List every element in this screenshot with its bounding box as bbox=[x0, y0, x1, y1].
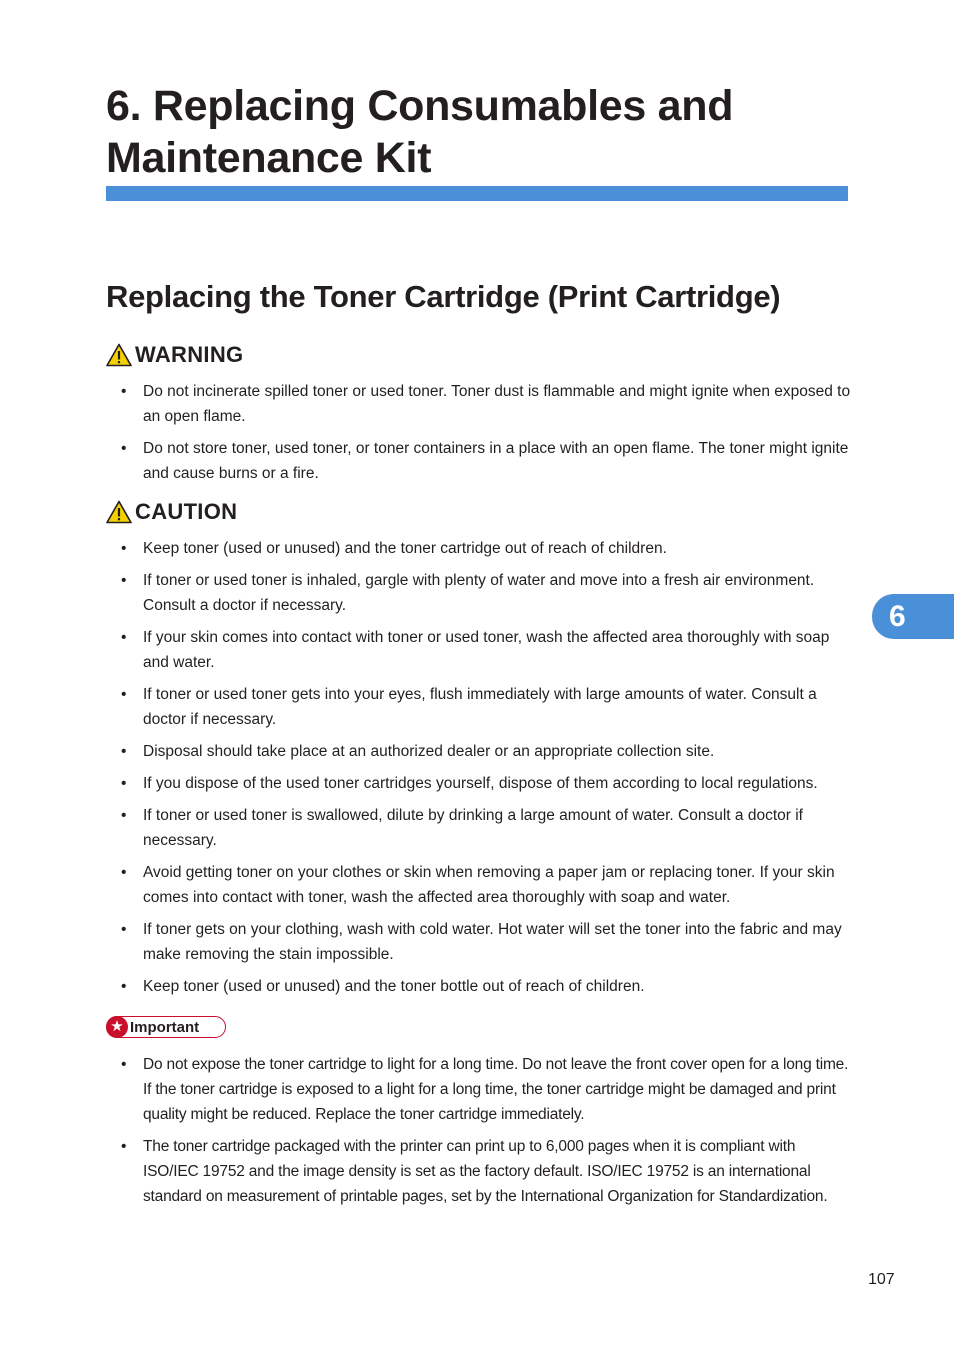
important-tag bbox=[106, 1016, 226, 1038]
chapter-tab bbox=[872, 594, 954, 639]
caution-item: • If toner or used toner gets into your eyes, flush immediately with large amounts of water. Consult a doctor if necessary. bbox=[106, 682, 854, 732]
chapter-title bbox=[106, 80, 846, 184]
warning-label: WARNING bbox=[135, 342, 244, 367]
chapter-title-bar bbox=[106, 186, 848, 201]
caution-list bbox=[106, 536, 854, 1006]
caution-heading bbox=[106, 499, 237, 525]
caution-item: • Disposal should take place at an authorized dealer or an appropriate collection site. bbox=[106, 739, 854, 764]
warning-list bbox=[106, 379, 854, 493]
caution-label: CAUTION bbox=[135, 499, 238, 524]
chapter-tab-number: 6 bbox=[889, 599, 906, 633]
page-number: 107 bbox=[868, 1271, 895, 1288]
important-item: • Do not expose the toner cartridge to light for a long time. Do not leave the front cover open for a long time. If the toner cartridge is exposed to a light for a long time, the toner cartridge might be damaged and print quality might be reduced. Replace the toner cartridge immediately. bbox=[106, 1052, 854, 1127]
warning-heading bbox=[106, 342, 243, 368]
warning-triangle-icon bbox=[106, 500, 132, 524]
caution-item: • If toner or used toner is swallowed, dilute by drinking a large amount of water. Consult a doctor if necessary. bbox=[106, 803, 854, 853]
star-icon: ★ bbox=[106, 1016, 128, 1038]
chapter-title-line-2: Maintenance Kit bbox=[106, 134, 432, 182]
important-item: • The toner cartridge packaged with the printer can print up to 6,000 pages when it is compliant with ISO/IEC 19752 and the image density is set as the factory default. ISO/IEC 19752 is an international standard on measurement of printable pages, set by the International Organization for Standardization. bbox=[106, 1134, 854, 1209]
caution-item: • Avoid getting toner on your clothes or skin when removing a paper jam or replacing toner. If your skin comes into contact with toner, wash the affected area thoroughly with soap and water. bbox=[106, 860, 854, 910]
caution-item: • Keep toner (used or unused) and the toner bottle out of reach of children. bbox=[106, 974, 854, 999]
caution-item: • If toner or used toner is inhaled, gargle with plenty of water and move into a fresh air environment. Consult a doctor if necessary. bbox=[106, 568, 854, 618]
warning-triangle-icon bbox=[106, 343, 132, 367]
caution-item: • If toner gets on your clothing, wash with cold water. Hot water will set the toner into the fabric and may make removing the stain impossible. bbox=[106, 917, 854, 967]
section-title: Replacing the Toner Cartridge (Print Cartridge) bbox=[106, 279, 781, 314]
chapter-title-line-1: 6. Replacing Consumables and bbox=[106, 82, 734, 130]
warning-item: • Do not store toner, used toner, or toner containers in a place with an open flame. The toner might ignite and cause burns or a fire. bbox=[106, 436, 854, 486]
caution-item: • Keep toner (used or unused) and the toner cartridge out of reach of children. bbox=[106, 536, 854, 561]
caution-item: • If your skin comes into contact with toner or used toner, wash the affected area thoroughly with soap and water. bbox=[106, 625, 854, 675]
caution-item: • If you dispose of the used toner cartridges yourself, dispose of them according to local regulations. bbox=[106, 771, 854, 796]
important-list bbox=[106, 1052, 854, 1216]
important-label: Important bbox=[130, 1018, 200, 1036]
warning-item: • Do not incinerate spilled toner or used toner. Toner dust is flammable and might ignite when exposed to an open flame. bbox=[106, 379, 854, 429]
